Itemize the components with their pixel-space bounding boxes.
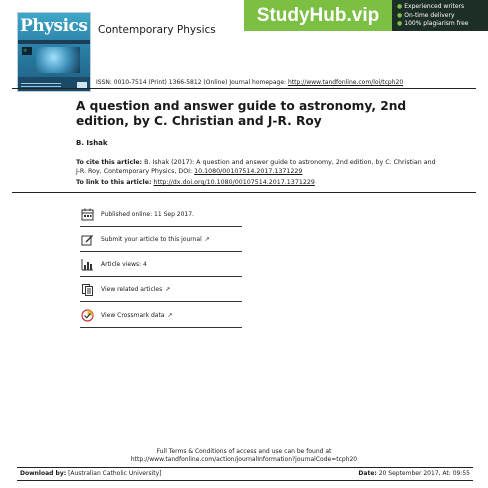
article-title: A question and answer guide to astronomy, 2nd edition, by C. Christian and J-R. Roy [76, 99, 407, 128]
article-views-count: Article views: 4 [101, 260, 147, 268]
terms-and-conditions: Full Terms & Conditions of access and use can be found at http://www.tandfonline.com/action/journalInformation?journalCode=tcph20 [0, 448, 488, 464]
issn-line: ISSN: 0010-7514 (Print) 1366-5812 (Online) Journal homepage: http://www.tandfonline.com/loi/tcph20 [96, 79, 404, 86]
crossmark-row[interactable] [80, 303, 242, 328]
article-views-row [80, 252, 242, 277]
submit-article-link[interactable]: Submit your article to this journal [101, 235, 202, 243]
download-info-bar: Download by: [Australian Catholic University] Date: 20 September 2017, At: 09:55 [20, 470, 470, 477]
published-online-row [80, 202, 242, 227]
header-divider [12, 88, 476, 89]
studyhub-ad-banner[interactable] [244, 0, 488, 31]
terms-link[interactable]: http://www.tandfonline.com/action/journalInformation?journalCode=tcph20 [130, 456, 358, 463]
view-crossmark-link[interactable]: View Crossmark data [101, 311, 165, 319]
journal-homepage-link[interactable]: http://www.tandfonline.com/loi/tcph20 [287, 79, 404, 86]
studyhub-logo[interactable]: StudyHub.vip [244, 0, 392, 31]
external-link-icon: ↗ [204, 235, 210, 243]
citation-block: To cite this article: B. Ishak (2017): A question and answer guide to astronomy, 2nd edition, by C. Christian and J-R. Roy, Contemporary Physics, DOI: 10.1080/00107514.2017.1371229 [76, 159, 436, 175]
submit-article-row[interactable] [80, 227, 242, 252]
journal-name: Contemporary Physics [98, 24, 216, 36]
link-to-article: To link to this article: http://dx.doi.org/10.1080/00107514.2017.1371229 [76, 179, 315, 186]
published-date: Published online: 11 Sep 2017. [101, 210, 194, 218]
check-icon: ● [397, 11, 403, 19]
edit-icon [80, 232, 94, 246]
ad-feature-item: ● Experienced writers [397, 3, 465, 10]
external-link-icon: ↗ [167, 311, 173, 319]
author-name: B. Ishak [76, 139, 108, 147]
calendar-icon [80, 207, 94, 221]
ad-feature-list [397, 3, 468, 29]
article-url-link[interactable]: http://dx.doi.org/10.1080/00107514.2017.1371229 [153, 179, 315, 186]
crossmark-icon [80, 308, 94, 322]
related-articles-row[interactable] [80, 277, 242, 302]
external-link-icon: ↗ [165, 285, 171, 293]
check-icon: ● [397, 20, 403, 27]
footer-divider-bottom [17, 480, 473, 481]
download-institution: [Australian Catholic University] [68, 470, 162, 477]
doi-link[interactable]: 10.1080/00107514.2017.1371229 [194, 168, 303, 175]
article-divider [12, 192, 476, 193]
ad-feature-item: ● On-time delivery [397, 11, 455, 19]
cover-title: Physics [20, 16, 88, 36]
ad-feature-item: ● 100% plagiarism free [397, 20, 469, 27]
bar-chart-icon [80, 257, 94, 271]
view-related-articles-link[interactable]: View related articles [101, 285, 163, 293]
related-articles-icon [80, 282, 94, 296]
journal-cover-image: Physics ⚛ [17, 12, 91, 92]
download-date: 20 September 2017, At: 09:55 [378, 470, 470, 477]
check-icon: ● [397, 3, 403, 10]
footer-divider-top [17, 467, 473, 468]
